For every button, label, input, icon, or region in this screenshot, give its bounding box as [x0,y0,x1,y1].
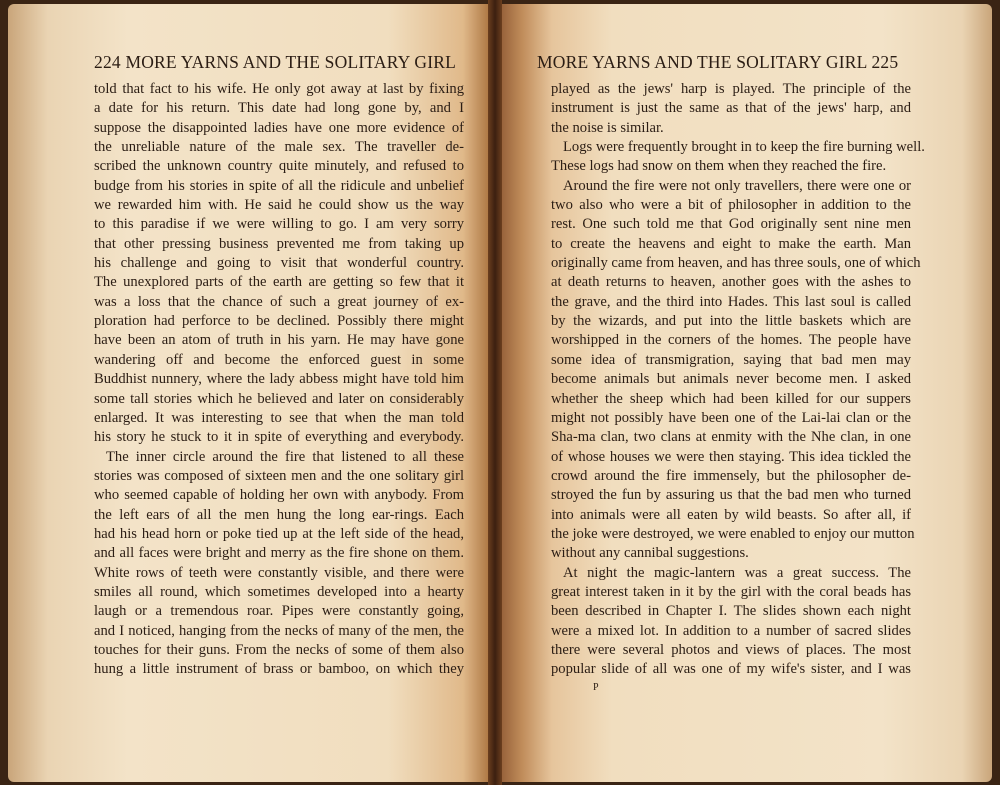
text-line: worshipped in the corners of the homes. The people have [551,332,911,349]
text-line: touches for their guns. From the necks of some of them also [94,641,464,658]
text-line: by the wizards, and put into the little baskets which are [551,313,911,330]
text-line: stories was composed of sixteen men and the one solitary girl [94,467,464,484]
text-line: the joke were destroyed, we were enabled to enjoy our mutton [551,525,915,542]
text-line: The inner circle around the fire that listened to all these [106,448,464,465]
text-line: of whose houses we were then staying. This idea tickled the [551,448,911,465]
text-line: Sha-ma clan, two clans at enmity with the Nhe clan, in one [551,429,911,446]
text-line: enlarged. It was interesting to see that when the man told [94,409,464,426]
text-line: some tall stories which he believed and later on considerably [94,390,464,407]
text-line: popular slide of all was one of my wife's sister, and I was [551,661,911,678]
text-line: played as the jews' harp is played. The principle of the [551,81,911,97]
text-line: hung a little instrument of brass or bamboo, on which they [94,661,464,678]
text-line: scribed the unknown country quite minutely, and refused to [94,158,464,175]
text-line: the left ears of all the men hung the long ear-rings. Each [94,506,464,523]
text-line: smiles all round, which sometimes developed into a hearty [94,583,464,600]
text-line: White rows of teeth were constantly visible, and there were [94,564,464,581]
text-line: ploration had perforce to be declined. Possibly there might [94,313,464,330]
left-page-number: 224 [94,52,121,72]
text-line: his story he stuck to it in spite of everything and everybody. [94,429,464,446]
text-line: whether the sheep which had been killed for our suppers [551,390,911,407]
text-line: a date for his return. This date had long gone by, and I [94,100,464,117]
text-line: rest. One such told me that God originally sent nine men [551,216,911,233]
text-line: Buddhist nunnery, where the lady abbess might have told him [94,371,464,388]
text-line: great interest taken in it by the girl with the coral beads has [551,583,911,600]
text-line: into animals were all eaten by wild beasts. So after all, if [551,506,911,523]
left-running-title: MORE YARNS AND THE SOLITARY GIRL [125,52,456,72]
signature-mark: P [593,682,599,693]
text-line: The unexplored parts of the earth are getting so few that it [94,274,464,291]
text-line: to this paradise if we were willing to go. I am very sorry [94,216,464,233]
right-running-head [537,52,898,73]
text-line: At night the magic-lantern was a great success. The [563,564,911,581]
book-gutter [488,0,502,785]
text-line: might not possibly have been one of the Lai-lai clan or the [551,409,911,426]
right-page [495,4,992,782]
text-line: These logs had snow on them when they reached the fire. [551,158,887,175]
text-line: were a mixed lot. In addition to a number of sacred slides [551,622,911,639]
text-line: the unreliable nature of the male sex. The traveller de- [94,139,464,156]
text-line: Around the fire were not only travellers, there were one or [563,177,911,194]
text-line: we rewarded him with. He said he could show us the way [94,197,464,214]
text-line: stroyed the fun by assuring us that the bad men who turned [551,487,911,504]
text-line: laugh or a tremendous roar. Pipes were constantly going, [94,603,464,620]
text-line: without any cannibal suggestions. [551,545,749,562]
text-line: the noise is similar. [551,119,664,136]
right-page-number: 225 [871,52,899,72]
text-line: wandering off and become the enforced guest in some [94,351,464,368]
text-line: crowd around the fire immensely, but the philosopher de- [551,467,911,484]
text-line: that other pressing business prevented me from taking up [94,235,464,252]
text-line: suppose the disappointed ladies have one more evidence of [94,119,464,136]
text-line: had his head horn or poke tied up at the left side of the head, [94,525,464,542]
text-line: and I noticed, hanging from the necks of many of the men, the [94,622,464,639]
text-line: been described in Chapter I. The slides shown each night [551,603,911,620]
text-line: who seemed capable of holding her own with anybody. From [94,487,464,504]
text-line: told that fact to his wife. He only got away at last by fixing [94,81,464,97]
text-line: to create the heavens and eight to make the earth. Man [551,235,911,252]
text-line: Logs were frequently brought in to keep the fire burning well. [563,139,925,156]
text-line: there were several photos and views of places. The most [551,641,911,658]
text-line: budge from his stories in spite of all the ridicule and unbelief [94,177,464,194]
left-page [8,4,495,782]
text-line: some idea of transmigration, saying that bad men may [551,351,911,368]
text-line: two also who were a bit of philosopher in addition to the [551,197,911,214]
text-line: originally came from heaven, and has three souls, one of which [551,255,921,272]
left-body-text [94,80,464,680]
text-line: was a loss that the chance of such a great journey of ex- [94,293,464,310]
right-running-title: MORE YARNS AND THE SOLITARY GIRL [537,52,867,72]
text-line: and all faces were bright and merry as the fire shone on them. [94,545,464,562]
text-line: his challenge and going to visit that wonderful country. [94,255,464,272]
left-running-head [94,52,456,73]
text-line: have been an atom of truth in his yarn. He may have gone [94,332,464,349]
text-line: instrument is just the same as that of the jews' harp, and [551,100,911,117]
text-line: at death returns to heaven, another goes with the ashes to [551,274,911,291]
text-line: become animals but animals never become men. I asked [551,371,911,388]
text-line: the grave, and the third into Hades. This last soul is called [551,293,911,310]
right-body-text [551,80,925,680]
